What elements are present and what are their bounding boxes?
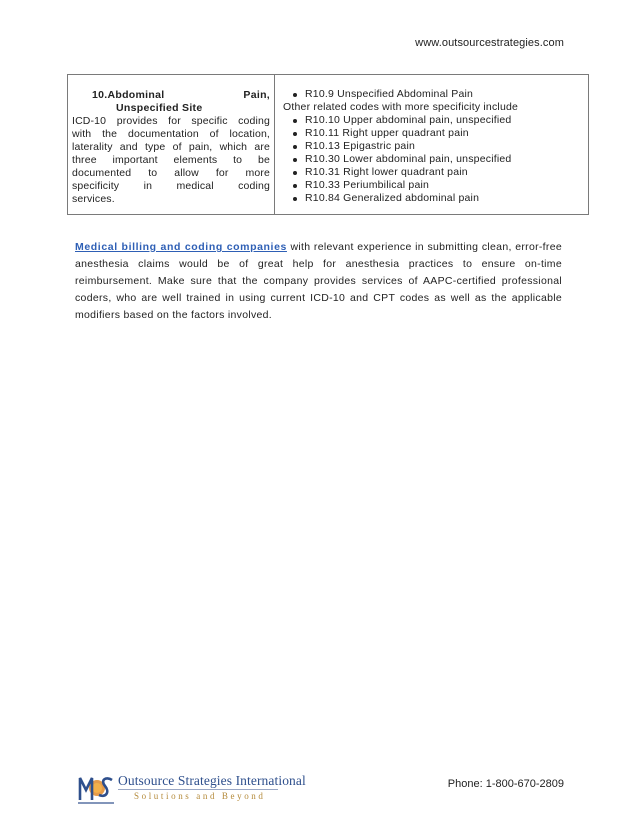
code-text: R10.10 Upper abdominal pain, unspecified	[305, 114, 512, 126]
bullet-icon	[293, 158, 297, 162]
diagnosis-heading-part1: 10.Abdominal	[92, 89, 165, 101]
bullet-icon	[293, 197, 297, 201]
bullet-icon	[293, 132, 297, 136]
related-code-list	[287, 114, 588, 205]
primary-code-list	[287, 88, 588, 101]
logo-mark-icon	[78, 770, 114, 806]
description-line: services.	[72, 193, 115, 205]
description-line: documented to allow for more	[72, 167, 270, 179]
footer-phone: Phone: 1-800-670-2809	[447, 778, 564, 790]
list-item	[287, 88, 588, 101]
list-item	[287, 114, 588, 127]
description-line: laterality and type of pain, which are	[72, 141, 270, 153]
description-line: three important elements to be	[72, 154, 270, 166]
code-text: R10.13 Epigastric pain	[305, 140, 416, 152]
code-text: R10.9 Unspecified Abdominal Pain	[305, 88, 474, 100]
paragraph-body: with relevant experience in submitting clean, error-free anesthesia claims would be of great help for anesthesia practices to ensure on-time reimbursement. Make sure that the company provides services of AAPC-certified professional coders, who are well trained in using current ICD-10 and CPT codes as well as the applicable modifiers based on the factors involved.	[75, 241, 562, 321]
diagnosis-heading	[72, 89, 270, 102]
table-right-cell	[275, 75, 588, 214]
list-item	[287, 153, 588, 166]
description-line: specificity in medical coding	[72, 180, 270, 192]
bullet-icon	[293, 145, 297, 149]
bullet-icon	[293, 119, 297, 123]
code-text: R10.11 Right upper quadrant pain	[305, 127, 469, 139]
list-item	[287, 166, 588, 179]
billing-companies-link[interactable]: Medical billing and coding companies	[75, 241, 287, 253]
company-logo	[78, 770, 306, 806]
list-item	[287, 179, 588, 192]
bullet-icon	[293, 171, 297, 175]
code-text: R10.84 Generalized abdominal pain	[305, 192, 480, 204]
table-left-cell	[68, 75, 275, 214]
code-text: R10.33 Periumbilical pain	[305, 179, 430, 191]
diagnosis-heading-part2: Pain,	[243, 89, 270, 101]
bullet-icon	[293, 184, 297, 188]
logo-divider	[118, 789, 278, 790]
related-codes-intro: Other related codes with more specificity include	[283, 101, 519, 113]
header-url: www.outsourcestrategies.com	[415, 37, 564, 49]
code-table	[67, 74, 589, 215]
list-item	[287, 127, 588, 140]
code-text: R10.30 Lower abdominal pain, unspecified	[305, 153, 512, 165]
diagnosis-heading-line2: Unspecified Site	[116, 102, 203, 114]
code-text: R10.31 Right lower quadrant pain	[305, 166, 468, 178]
body-paragraph	[75, 239, 562, 324]
logo-name: Outsource Strategies International	[118, 773, 306, 788]
logo-tagline: Solutions and Beyond	[134, 791, 266, 801]
description-line: ICD-10 provides for specific coding	[72, 115, 270, 127]
description-line: with the documentation of location,	[72, 128, 270, 140]
list-item	[287, 192, 588, 205]
bullet-icon	[293, 93, 297, 97]
list-item	[287, 140, 588, 153]
